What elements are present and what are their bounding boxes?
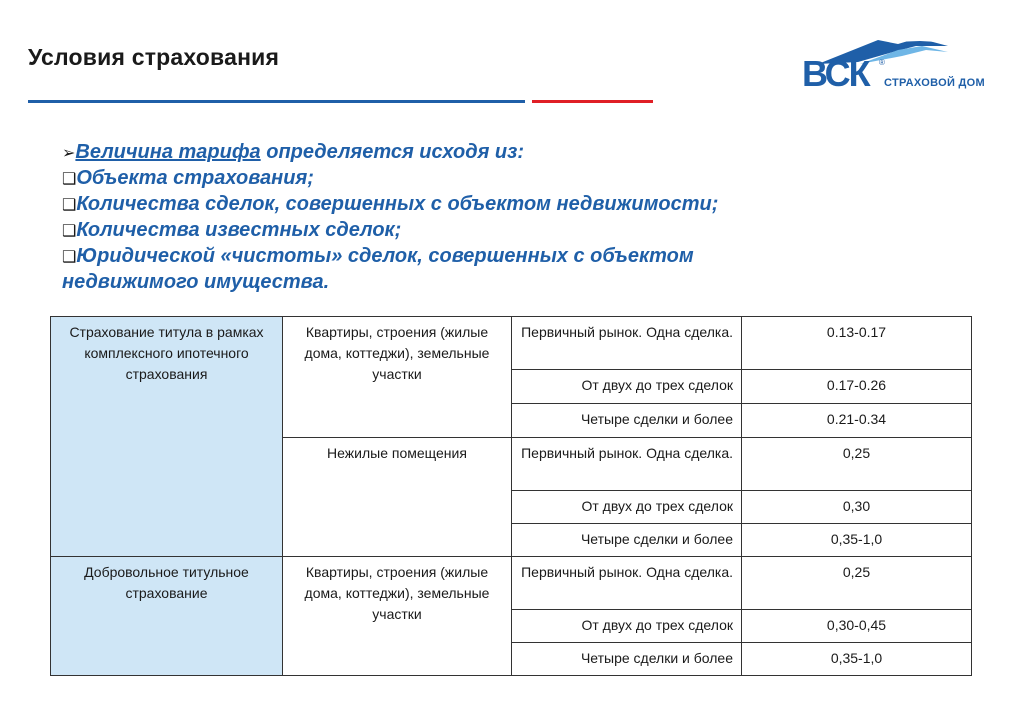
list-item-text: Объекта страхования; [76, 167, 314, 189]
title-underline-red [532, 100, 653, 103]
company-logo [798, 34, 998, 98]
rate-cell: 0,35-1,0 [742, 524, 972, 557]
rate-cell: 0,35-1,0 [742, 643, 972, 676]
list-item-text: Количества сделок, совершенных с объектом недвижимости; [76, 193, 719, 215]
transactions-cell: Четыре сделки и более [512, 404, 742, 438]
list-item [62, 244, 862, 270]
transactions-cell: От двух до трех сделок [512, 610, 742, 643]
category-cell: Страхование титула в рамках комплексного ипотечного страхования [51, 317, 283, 557]
list-intro [62, 140, 862, 166]
list-item [62, 166, 862, 192]
category-cell: Добровольное титульное страхование [51, 557, 283, 676]
rate-cell: 0,30 [742, 491, 972, 524]
rate-cell: 0.13-0.17 [742, 317, 972, 370]
list-item-text: Количества известных сделок; [76, 219, 402, 241]
transactions-cell: Первичный рынок. Одна сделка. [512, 438, 742, 491]
transactions-cell: От двух до трех сделок [512, 491, 742, 524]
checkbox-bullet-icon: ❑ [62, 197, 77, 214]
checkbox-bullet-icon: ❑ [62, 223, 77, 240]
list-item-continuation: недвижимого имущества. [62, 271, 330, 293]
rate-cell: 0,30-0,45 [742, 610, 972, 643]
list-item-text: Юридической «чистоты» сделок, совершенных с объектом [76, 245, 694, 267]
rate-cell: 0.17-0.26 [742, 370, 972, 404]
rate-cell: 0,25 [742, 557, 972, 610]
object-cell: Нежилые помещения [283, 438, 512, 557]
logo-brand-text: ВСК [802, 53, 869, 94]
table-row [51, 557, 972, 610]
table-row [51, 317, 972, 370]
transactions-cell: Четыре сделки и более [512, 524, 742, 557]
tariff-table [50, 316, 972, 676]
list-intro-text: определяется исходя из: [260, 141, 524, 163]
rate-cell: 0.21-0.34 [742, 404, 972, 438]
list-item [62, 218, 862, 244]
arrow-bullet-icon: ➢ [62, 145, 76, 162]
object-cell: Квартиры, строения (жилые дома, коттеджи), земельные участки [283, 557, 512, 676]
title-underline-blue [28, 100, 525, 103]
logo-subtitle: СТРАХОВОЙ ДОМ [884, 77, 985, 89]
logo-registered-mark: ® [879, 58, 885, 67]
tariff-factors-list [62, 140, 862, 294]
rate-cell: 0,25 [742, 438, 972, 491]
page-title: Условия страхования [28, 44, 280, 70]
transactions-cell: Первичный рынок. Одна сделка. [512, 317, 742, 370]
checkbox-bullet-icon: ❑ [62, 249, 77, 266]
list-item [62, 192, 862, 218]
checkbox-bullet-icon: ❑ [62, 171, 77, 188]
object-cell: Квартиры, строения (жилые дома, коттеджи), земельные участки [283, 317, 512, 438]
transactions-cell: От двух до трех сделок [512, 370, 742, 404]
transactions-cell: Четыре сделки и более [512, 643, 742, 676]
tariff-term: Величина тарифа [75, 141, 261, 163]
transactions-cell: Первичный рынок. Одна сделка. [512, 557, 742, 610]
